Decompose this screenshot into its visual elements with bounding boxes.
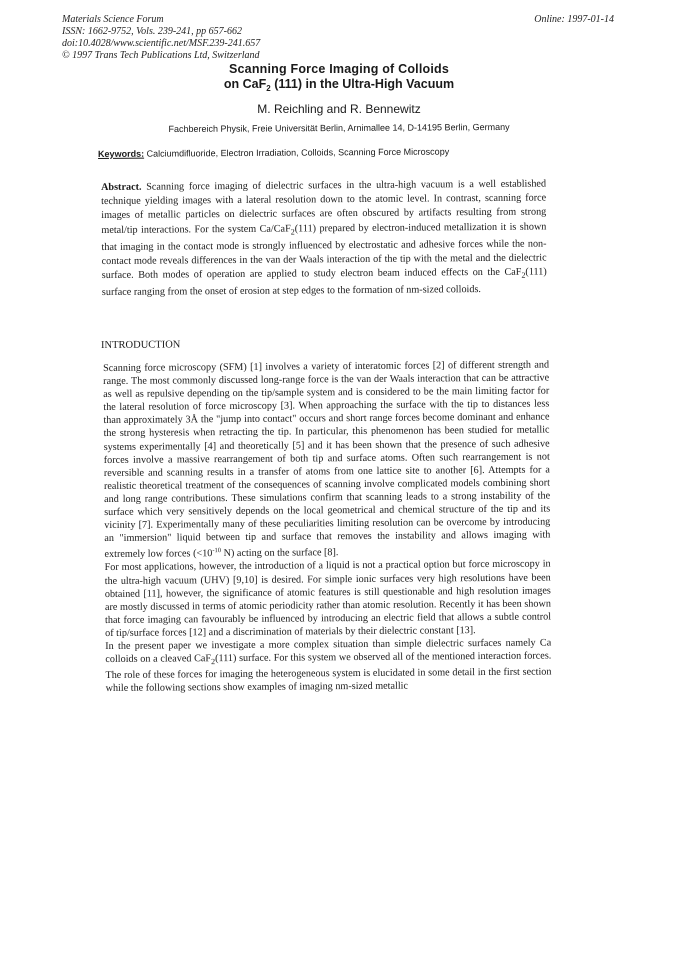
keywords-label: Keywords: (98, 148, 145, 159)
paragraph-1-superscript: -10 (212, 547, 222, 555)
paragraph-3-post: (111) surface. For this system we observed all of the mentioned interaction forces. The role of these forces for imaging the heterogeneous system is elucidated in some detail in the first section while the following sections show examples of imaging nm-sized metallic (105, 650, 552, 695)
affiliation: Fachbereich Physik, Freie Universität Berlin, Arnimallee 14, D-14195 Berlin, Germany (168, 121, 510, 135)
paper-title-line-1: Scanning Force Imaging of Colloids (228, 62, 449, 76)
abstract (101, 178, 547, 301)
keywords-text: Calciumdifluoride, Electron Irradiation, Colloids, Scanning Force Microscopy (144, 146, 450, 159)
paragraph-3-pre: In the present paper we investigate a more complex situation than simple dielectric surfaces namely Ca colloids on a cleaved CaF (105, 637, 552, 666)
copyright-line: © 1997 Trans Tech Publications Ltd, Switzerland (62, 50, 260, 61)
abstract-subscript-2: 2 (521, 270, 526, 280)
paragraph-2: For most applications, however, the introduction of a liquid is not a practical option but force microscopy in the ultra-high vacuum (UHV) [9,10] is desired. For simple ionic surfaces very high resolutions have been obtained [11], however, the significance of atomic features is still questionable and high resolution images are mostly discussed in terms of atomic periodicity rather than atomic resolution. Recently it has been shown that force imaging can favourably be influenced by introducing an electric field that allows a subtle control of tip/surface forces [12] and a discrimination of materials by their dielectric constant [13]. (104, 558, 552, 639)
paragraph-1 (103, 358, 551, 561)
doi-line[interactable]: doi:10.4028/www.scientific.net/MSF.239-241.657 (62, 38, 261, 49)
abstract-text-1: Scanning force imaging of dielectric surfaces in the ultra-high vacuum is a well established technique yielding images with a lateral resolution down to the atomic level. In contrast, scanning force images of metallic particles on dielectric surfaces are often obscured by artifacts resulting from strong metal/tip interactions. For the system Ca/CaF (101, 178, 547, 236)
paragraph-1-end: N) acting on the surface [8]. (221, 547, 339, 560)
abstract-subscript-1: 2 (290, 227, 295, 237)
paragraph-3-subscript: 2 (211, 657, 216, 667)
abstract-label: Abstract. (101, 181, 142, 193)
paragraph-3 (105, 636, 551, 695)
issn-line: ISSN: 1662-9752, Vols. 239-241, pp 657-662 (62, 26, 242, 37)
abstract-text-3: (111) surface ranging from the onset of erosion at step edges to the formation of nm-sized colloids. (101, 266, 547, 299)
introduction-body (103, 358, 552, 695)
section-heading: INTRODUCTION (101, 339, 181, 351)
paragraph-1-text: Scanning force microscopy (SFM) [1] involves a variety of interatomic forces [2] of different strength and range. The most commonly discussed long-range force is the van der Waals interaction that can be attractive as well as repulsive depending on the tip/sample system and is considered to be the main limiting factor for the lateral resolution of force microscopy [3]. When approaching the surface with the tip to distances less than approximately 3Å the "jump into contact" occurs and short range forces become dominant and enhance the strong hysteresis when retracting the tip. In particular, this phenomenon has been studied for metallic systems experimentally [4] and theoretically [5] and it has been shown that the presence of such adhesive forces involve a massive rearrangement of both tip and surface atoms. Often such rearrangement is not reversible and scanning results in a transfer of atoms from one lattice site to another [6]. Attempts for a realistic theoretical treatment of the consequences of scanning involve complicated models combining short and long range contributions. These simulations confirm that scanning leads to a strong instability of the surface which very sensitively depends on the local geometrical and chemical structure of the tip and its vicinity [7]. Experimentally many of these peculiarities limiting resolution can be overcome by introducing an "immersion" liquid between tip and surface that removes the instability and allows imaging with extremely low forces (<10 (103, 359, 551, 561)
online-date: Online: 1997-01-14 (534, 14, 614, 25)
title-subscript: 2 (266, 84, 271, 93)
authors: M. Reichling and R. Bennewitz (257, 102, 421, 116)
journal-name: Materials Science Forum (62, 14, 164, 25)
title-line2-post: (111) in the Ultra-High Vacuum (270, 77, 455, 91)
keywords (98, 145, 618, 159)
abstract-text-2: (111) prepared by electron-induced metallization it is shown that imaging in the contact mode is strongly influenced by electrostatic and adhesive forces while the non-contact mode reveals differences in the van der Waals interaction of the tip with the metal and the dielectric surface. Both modes of operation are applied to study electron beam induced effects on the CaF (101, 221, 547, 282)
paper-title-line-2 (0, 77, 678, 93)
title-line2-pre: on CaF (223, 77, 267, 91)
